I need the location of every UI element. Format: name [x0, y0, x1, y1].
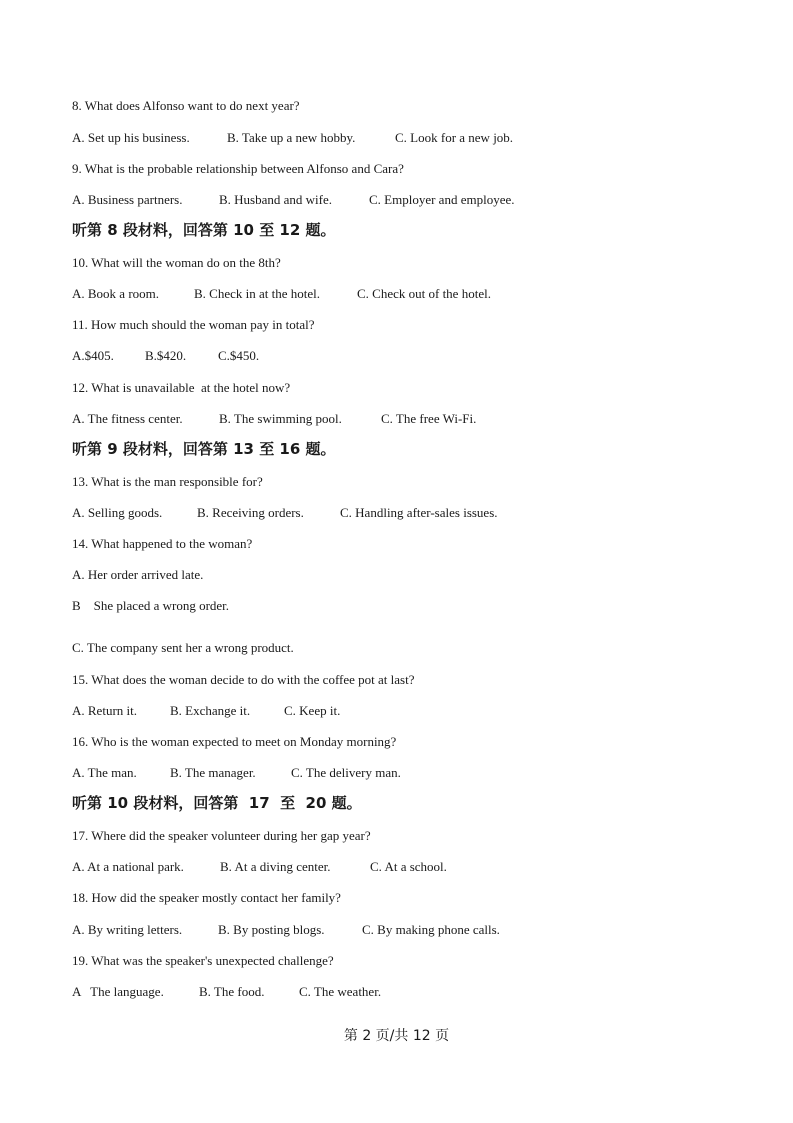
- option-b: B. The swimming pool.: [219, 411, 342, 426]
- option-c: C. The delivery man.: [291, 765, 401, 780]
- options-10: [72, 286, 491, 302]
- option-a: A. By writing letters.: [72, 922, 183, 937]
- option-b: B. Husband and wife.: [219, 192, 333, 207]
- question-15: 15. What does the woman decide to do with the coffee pot at last?: [72, 672, 415, 687]
- question-14: 14. What happened to the woman?: [72, 536, 253, 551]
- option-b: B. Exchange it.: [170, 703, 251, 718]
- option-c: C.$450.: [218, 348, 260, 363]
- option-b: B She placed a wrong order.: [72, 598, 230, 613]
- options-17: [72, 859, 447, 875]
- option-a: A. The fitness center.: [72, 411, 183, 426]
- question-11: 11. How much should the woman pay in total?: [72, 317, 315, 332]
- option-c: C. The company sent her a wrong product.: [72, 640, 294, 655]
- section-heading-10: 听第 10 段材料，回答第 17 至 20 题。: [72, 794, 362, 812]
- question-16: 16. Who is the woman expected to meet on Monday morning?: [72, 734, 397, 749]
- options-8: [72, 130, 513, 146]
- option-b: B. Check in at the hotel.: [194, 286, 321, 301]
- options-9: [72, 192, 515, 208]
- question-13: 13. What is the man responsible for?: [72, 474, 263, 489]
- option-b: B. Take up a new hobby.: [227, 130, 356, 145]
- options-18: [72, 922, 500, 938]
- option-a: A.$405.: [72, 348, 114, 363]
- option-a: A. Book a room.: [72, 286, 160, 301]
- options-11: [72, 348, 259, 364]
- question-18: 18. How did the speaker mostly contact her family?: [72, 890, 341, 905]
- options-19: [72, 984, 381, 1000]
- option-c: C. The weather.: [299, 984, 382, 999]
- option-a: A The language.: [72, 984, 164, 999]
- options-12: [72, 411, 476, 427]
- option-c: C. Employer and employee.: [369, 192, 515, 207]
- options-16: [72, 765, 401, 781]
- options-15: [72, 703, 340, 719]
- section-heading-9: 听第 9 段材料，回答第 13 至 16 题。: [72, 440, 336, 458]
- option-c: C. The free Wi-Fi.: [381, 411, 477, 426]
- option-a: A. Set up his business.: [72, 130, 190, 145]
- option-c: C. By making phone calls.: [362, 922, 500, 937]
- question-10: 10. What will the woman do on the 8th?: [72, 255, 281, 270]
- question-19: 19. What was the speaker's unexpected challenge?: [72, 953, 334, 968]
- option-c: C. Keep it.: [284, 703, 341, 718]
- option-a: A. Business partners.: [72, 192, 183, 207]
- option-b: B. By posting blogs.: [218, 922, 325, 937]
- option-b: B. The food.: [199, 984, 265, 999]
- question-8: 8. What does Alfonso want to do next year?: [72, 98, 300, 113]
- option-a: A. Selling goods.: [72, 505, 163, 520]
- option-c: C. At a school.: [370, 859, 447, 874]
- section-heading-8: 听第 8 段材料，回答第 10 至 12 题。: [72, 221, 336, 239]
- options-13: [72, 505, 498, 521]
- option-b: B. Receiving orders.: [197, 505, 304, 520]
- option-a: A. Return it.: [72, 703, 137, 718]
- option-b: B. At a diving center.: [220, 859, 331, 874]
- question-9: 9. What is the probable relationship between Alfonso and Cara?: [72, 161, 404, 176]
- question-17: 17. Where did the speaker volunteer during her gap year?: [72, 828, 371, 843]
- option-c: C. Look for a new job.: [395, 130, 514, 145]
- question-12: 12. What is unavailable at the hotel now?: [72, 380, 291, 395]
- option-a: A. At a national park.: [72, 859, 184, 874]
- option-b: B. The manager.: [170, 765, 256, 780]
- option-a: A. The man.: [72, 765, 137, 780]
- option-b: B.$420.: [145, 348, 187, 363]
- option-c: C. Check out of the hotel.: [357, 286, 491, 301]
- option-c: C. Handling after-sales issues.: [340, 505, 498, 520]
- option-a: A. Her order arrived late.: [72, 567, 204, 582]
- page-number: 第 2 页/共 12 页: [343, 1028, 450, 1044]
